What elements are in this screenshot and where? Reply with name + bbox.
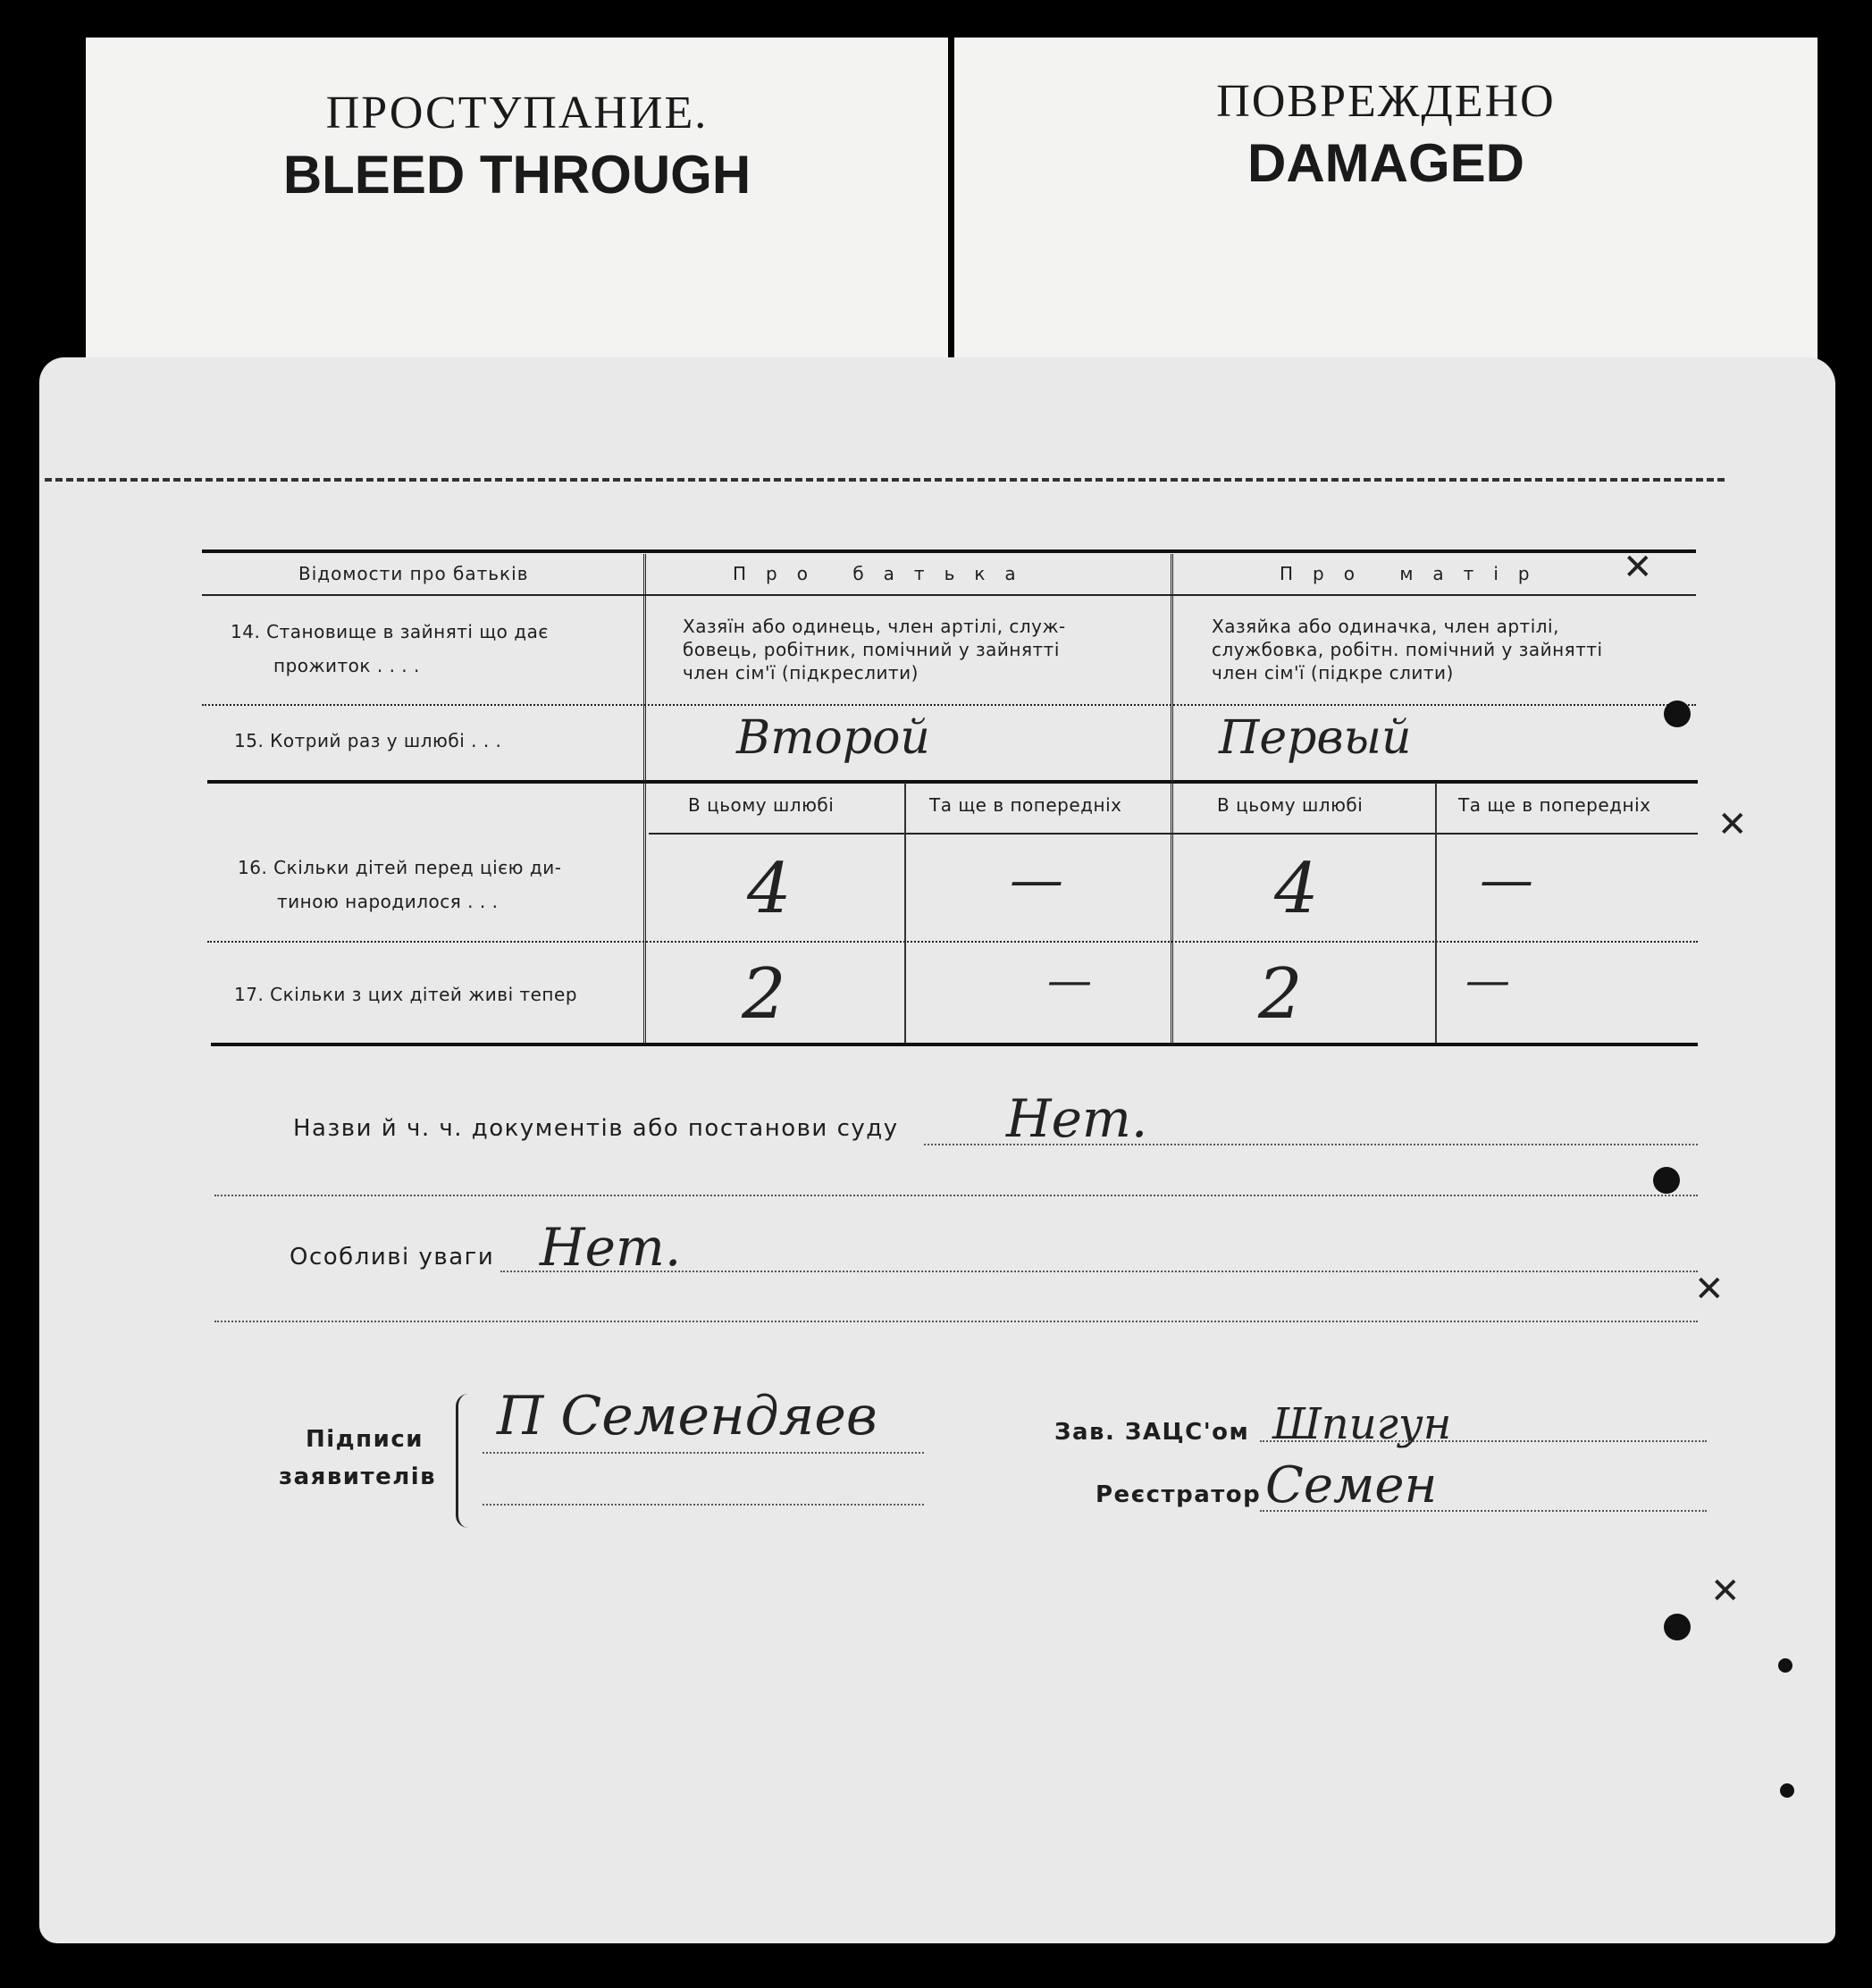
row17-mother-this: 2: [1258, 954, 1303, 1035]
header-father: Про батька: [733, 563, 1036, 584]
subheader-father-prev: Та ще в попередніх: [929, 794, 1122, 816]
punch-hole: [1664, 1614, 1691, 1640]
row17-father-this: 2: [742, 954, 786, 1035]
row16-mother-prev: —: [1480, 849, 1533, 911]
damaged-ru: ПОВРЕЖДЕНО: [1216, 76, 1556, 127]
punch-hole: [1778, 1658, 1792, 1673]
row16-label-2: тиною народилося . . .: [277, 891, 499, 912]
registrar-line: [1260, 1510, 1707, 1512]
head-label: Зав. ЗАЦС'ом: [1054, 1419, 1250, 1446]
header-info: Відомости про батьків: [298, 563, 529, 584]
row15-rule: [207, 780, 1698, 784]
row17-mother-prev: —: [1465, 954, 1510, 1006]
row14-father-1: Хазяїн або одинець, член артілі, служ-: [683, 616, 1066, 637]
punch-hole: [1653, 1167, 1680, 1194]
row17-father-prev: —: [1047, 954, 1092, 1006]
punch-hole: [1664, 700, 1691, 727]
col-divider-mother: [1435, 783, 1437, 1043]
damaged-tab: [954, 38, 1817, 368]
row16-father-this: 4: [747, 849, 792, 929]
damage-mark: ✕: [1717, 804, 1748, 845]
subheader-mother-prev: Та ще в попередніх: [1458, 794, 1651, 816]
perforation-line: [45, 478, 1725, 482]
row14-mother-2: службовка, робітн. помічний у зайнятті: [1212, 639, 1603, 660]
row16-label-1: 16. Скільки дітей перед цією ди-: [238, 857, 562, 878]
row16-father-prev: —: [1010, 849, 1063, 911]
row14-rule: [202, 704, 1696, 706]
row16-mother-this: 4: [1274, 849, 1319, 929]
remarks-line: [500, 1271, 1698, 1272]
registrar-label: Реєстратор: [1095, 1481, 1262, 1508]
header-mother: Про матір: [1280, 563, 1549, 584]
punch-hole: [1780, 1783, 1794, 1798]
row16-rule: [207, 941, 1698, 943]
row14-father-2: бовець, робітник, помічний у зайнятті: [683, 639, 1060, 660]
documents-label: Назви й ч. ч. документів або постанови суду: [293, 1115, 899, 1142]
subheader-father-this: В цьому шлюбі: [688, 794, 835, 816]
applicants-label-2: заявителів: [279, 1464, 437, 1490]
row15-mother-value: Первый: [1219, 711, 1412, 765]
table-top-rule: [202, 549, 1696, 553]
applicant-line-1: [483, 1452, 924, 1454]
subheader-rule: [649, 833, 1698, 835]
registrar-signature: Семен: [1265, 1456, 1438, 1514]
row15-label: 15. Котрий раз у шлюбі . . .: [234, 730, 502, 751]
row14-label-1: 14. Становище в зайняті що дає: [231, 621, 549, 642]
col-divider-father: [904, 783, 906, 1043]
damage-mark: ✕: [1623, 547, 1653, 588]
header-rule: [202, 594, 1696, 596]
row14-mother-3: член сім'ї (підкре слити): [1212, 662, 1454, 684]
col-divider-1: [643, 554, 646, 1044]
bleed-through-en: BLEED THROUGH: [282, 145, 751, 205]
row17-label: 17. Скільки з цих дітей живі тепер: [234, 984, 578, 1005]
col-divider-2: [1171, 554, 1173, 1044]
documents-value: Нет.: [1006, 1088, 1148, 1149]
remarks-label: Особливі уваги: [290, 1244, 495, 1271]
applicant-signature: П Семендяев: [497, 1385, 877, 1447]
damage-mark: ✕: [1694, 1269, 1725, 1310]
remarks-value: Нет.: [540, 1217, 682, 1278]
row14-mother-1: Хазяйка або одиначка, член артілі,: [1212, 616, 1559, 637]
damaged-en: DAMAGED: [1247, 133, 1524, 193]
row14-father-3: член сім'ї (підкреслити): [683, 662, 919, 684]
row15-father-value: Второй: [736, 711, 930, 765]
head-signature: Шпигун: [1272, 1399, 1452, 1449]
bleed-through-tab: [86, 38, 948, 377]
applicants-bracket: [456, 1394, 471, 1528]
remarks-line-2: [214, 1321, 1698, 1322]
documents-line: [924, 1144, 1698, 1145]
damage-mark: ✕: [1710, 1571, 1741, 1612]
table-bottom-rule: [211, 1043, 1698, 1046]
applicants-label-1: Підписи: [306, 1426, 424, 1453]
documents-line-2: [214, 1195, 1698, 1196]
row14-label-2: прожиток . . . .: [273, 655, 420, 676]
applicant-line-2: [483, 1504, 924, 1506]
bleed-through-ru: ПРОСТУПАНИЕ.: [325, 88, 709, 138]
subheader-mother-this: В цьому шлюбі: [1217, 794, 1364, 816]
head-line: [1260, 1440, 1707, 1442]
